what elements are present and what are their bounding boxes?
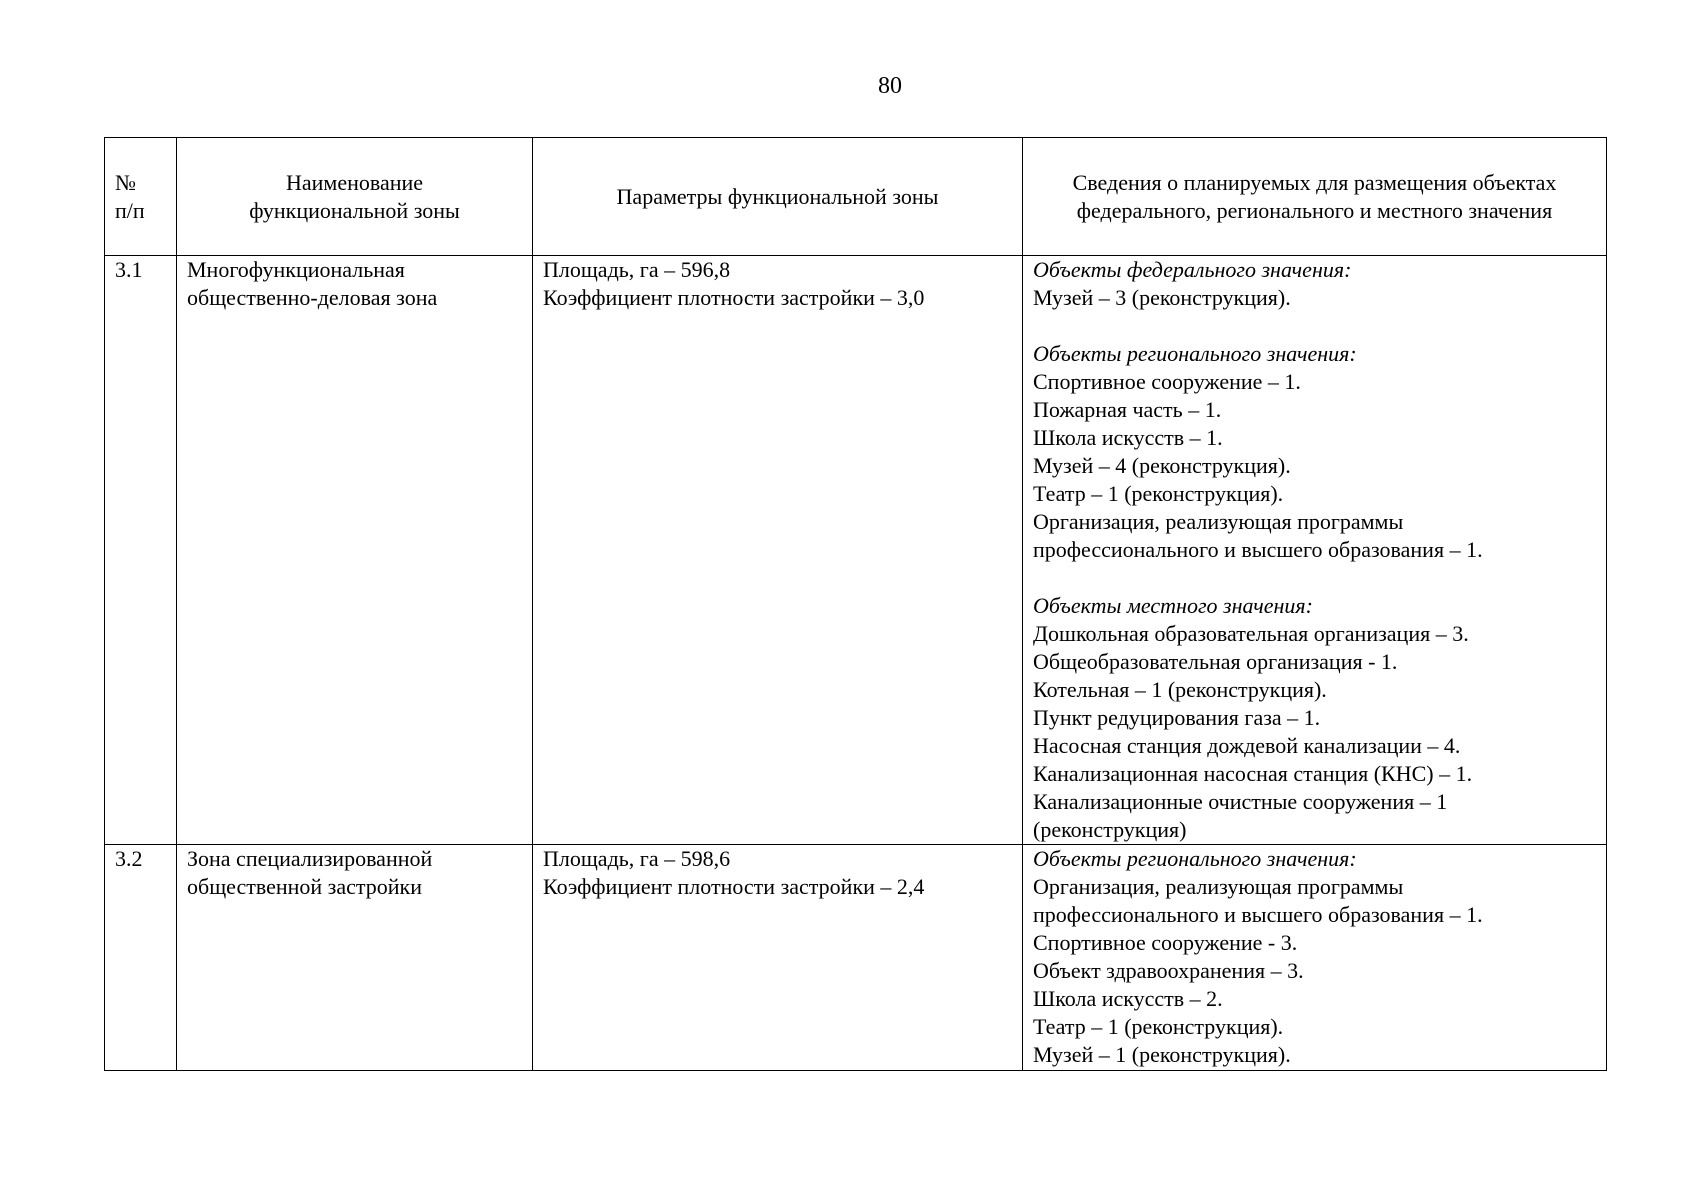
header-zone-name: [177, 138, 533, 256]
zone-area: Площадь, га – 596,8: [543, 257, 731, 282]
header-planned-objects-line: федерального, регионального и местного значения: [1076, 197, 1553, 223]
cell-num: [105, 256, 177, 845]
local-item: Дошкольная образовательная организация – 3.: [1033, 621, 1469, 646]
header-planned-objects-line: Сведения о планируемых для размещения объектах: [1072, 169, 1557, 195]
regional-item: Организация, реализующая программы: [1033, 874, 1404, 899]
local-item: Котельная – 1 (реконструкция).: [1033, 677, 1327, 702]
federal-heading: Объекты федерального значения:: [1033, 257, 1352, 282]
row-number: 3.2: [115, 846, 143, 871]
local-item: Общеобразовательная организация - 1.: [1033, 649, 1398, 674]
section-gap: [1033, 564, 1596, 592]
zone-density: Коэффициент плотности застройки – 2,4: [543, 874, 925, 899]
local-item: Канализационная насосная станция (КНС) – 1.: [1033, 761, 1473, 786]
header-planned-objects: [1023, 138, 1607, 256]
local-item: Канализационные очистные сооружения – 1: [1033, 789, 1448, 814]
regional-item: Музей – 1 (реконструкция).: [1033, 1042, 1291, 1067]
regional-heading: Объекты регионального значения:: [1033, 341, 1357, 366]
functional-zones-table: [104, 137, 1607, 1071]
header-zone-name-line: Наименование: [285, 169, 424, 195]
cell-num: [105, 845, 177, 1071]
regional-item: Пожарная часть – 1.: [1033, 397, 1222, 422]
zone-name-line: общественно-деловая зона: [187, 285, 438, 310]
header-num-line: №: [115, 169, 136, 195]
zone-name-line: Зона специализированной: [187, 846, 433, 871]
regional-item: Объект здравоохранения – 3.: [1033, 958, 1304, 983]
section-gap: [1033, 312, 1596, 340]
cell-zone-name: [177, 845, 533, 1071]
local-item: Насосная станция дождевой канализации – 4.: [1033, 733, 1461, 758]
row-number: 3.1: [115, 257, 143, 282]
regional-item: Музей – 4 (реконструкция).: [1033, 453, 1291, 478]
federal-item: Музей – 3 (реконструкция).: [1033, 285, 1291, 310]
zone-area: Площадь, га – 598,6: [543, 846, 731, 871]
page-number: 80: [878, 73, 902, 99]
cell-zone-params: [533, 256, 1023, 845]
local-item: (реконструкция): [1033, 817, 1187, 842]
regional-heading: Объекты регионального значения:: [1033, 846, 1357, 871]
header-zone-params-text: Параметры функциональной зоны: [616, 183, 939, 209]
cell-planned-objects: [1023, 845, 1607, 1071]
cell-planned-objects: [1023, 256, 1607, 845]
table-row: [105, 845, 1607, 1071]
regional-item: Спортивное сооружение - 3.: [1033, 930, 1298, 955]
header-num-line: п/п: [115, 197, 145, 223]
regional-item: Организация, реализующая программы: [1033, 509, 1404, 534]
regional-item: Театр – 1 (реконструкция).: [1033, 1014, 1284, 1039]
regional-item: профессионального и высшего образования – 1.: [1033, 902, 1483, 927]
table-header-row: [105, 138, 1607, 256]
regional-item: профессионального и высшего образования – 1.: [1033, 537, 1483, 562]
local-item: Пункт редуцирования газа – 1.: [1033, 705, 1321, 730]
regional-item: Школа искусств – 2.: [1033, 986, 1223, 1011]
cell-zone-name: [177, 256, 533, 845]
zone-density: Коэффициент плотности застройки – 3,0: [543, 285, 925, 310]
local-heading: Объекты местного значения:: [1033, 593, 1313, 618]
regional-item: Спортивное сооружение – 1.: [1033, 369, 1301, 394]
header-zone-params: [533, 138, 1023, 256]
regional-item: Театр – 1 (реконструкция).: [1033, 481, 1284, 506]
cell-zone-params: [533, 845, 1023, 1071]
header-zone-name-line: функциональной зоны: [249, 197, 460, 223]
regional-item: Школа искусств – 1.: [1033, 425, 1223, 450]
header-num: [105, 138, 177, 256]
zone-name-line: общественной застройки: [187, 874, 423, 899]
table-row: [105, 256, 1607, 845]
zone-name-line: Многофункциональная: [187, 257, 405, 282]
